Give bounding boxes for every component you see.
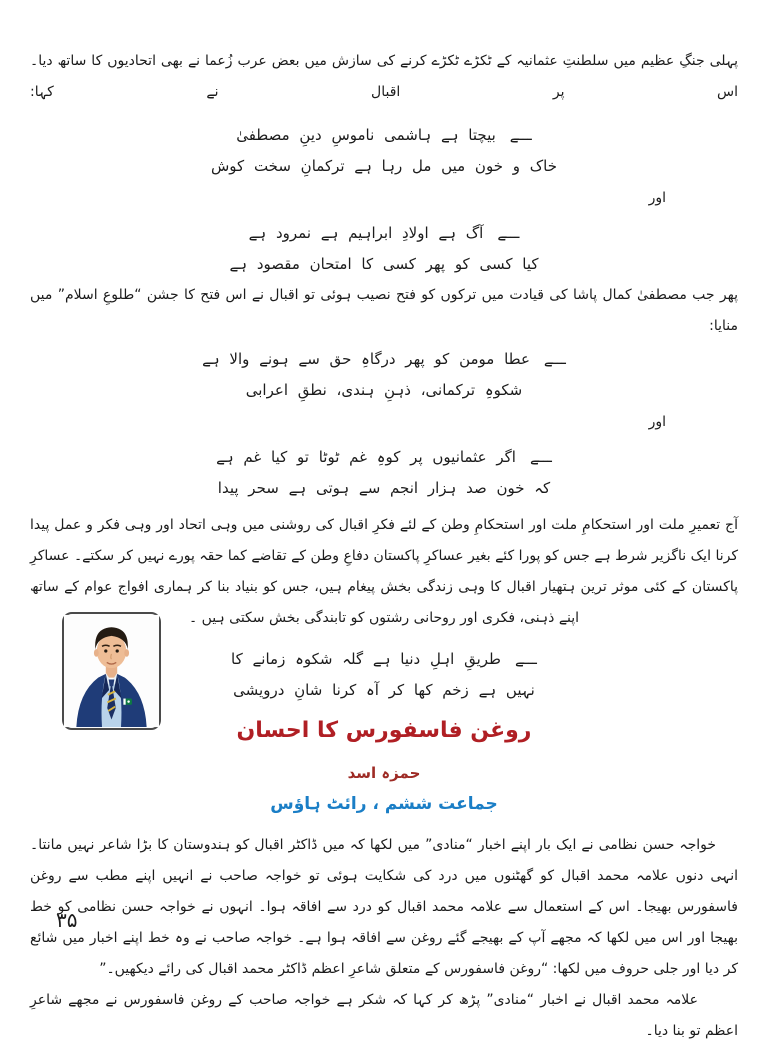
article-title: روغن فاسفورس کا احسان bbox=[236, 718, 532, 743]
verse-marker: ـــے bbox=[497, 224, 520, 242]
verse-1-line-1 bbox=[30, 120, 738, 151]
verse-text: آگ ہے اولادِ ابراہیم ہے نمرود ہے bbox=[248, 224, 484, 242]
verse-marker: ـــے bbox=[529, 448, 552, 466]
verse-3-line-1 bbox=[30, 344, 738, 375]
mid-paragraph: پھر جب مصطفیٰ کمال پاشا کی قیادت میں ترکوں کو فتح نصیب ہوئی تو اقبال نے اس فتح کا جشن “طلوعِ اسلام” میں منایا: bbox=[30, 287, 738, 334]
verse-2-line-1 bbox=[30, 218, 738, 249]
closing-paragraph: آج تعمیرِ ملت اور استحکامِ ملت اور استحکامِ وطن کے لئے فکرِ اقبال کی روشنی میں وہی اتحاد اور وہی فکر و عمل پیدا کرنا ایک ناگزیر شرط ہے جس کو پورا کئے بغیر عساکرِ پاکستان دفاعِ وطن کے تقاضے کما حقہ پورے نہیں کر سکتے۔ عساکرِ پاکستان کے کئی موثر ترین ہتھیار اقبال کا وہی زندگی بخش پیغام ہیں، جس کو بنیاد بنا کر ہماری افواج عوام کے ساتھ اپنے ذہنی، فکری اور روحانی رشتوں کو تابندگی بخش سکتی ہیں ۔ bbox=[30, 517, 738, 626]
intro-paragraph: پہلی جنگِ عظیم میں سلطنتِ عثمانیہ کے ٹکڑے ٹکڑے کرنے کی سازش میں بعض عرب زُعما نے بھی اتحادیوں کا ساتھ دیا۔ اس پر اقبال نے کہا: bbox=[30, 53, 738, 100]
verse-2-line-2: کیا کسی کو پھر کسی کا امتحان مقصود ہے bbox=[229, 255, 539, 273]
verse-text: بیچتا ہے ہاشمی ناموسِ دینِ مصطفیٰ bbox=[236, 126, 496, 144]
verse-1 bbox=[30, 120, 738, 182]
student-photo bbox=[62, 612, 161, 730]
verse-marker: ـــے bbox=[509, 126, 532, 144]
verse-5-line-2: نہیں ہے زخم کھا کر آہ کرنا شانِ درویشی bbox=[233, 681, 535, 699]
page-number: ۳۵ bbox=[56, 908, 78, 932]
article-author: حمزہ اسد bbox=[347, 764, 421, 782]
verse-text: طریقِ اہلِ دنیا ہے گلہ شکوہ زمانے کا bbox=[231, 650, 501, 668]
verse-marker: ـــے bbox=[543, 350, 566, 368]
article-paragraph-2: علامہ محمد اقبال نے اخبار “منادی” پڑھ کر کہا کہ شکر ہے خواجہ صاحب کے روغن فاسفورس نے مجھے شاعرِ اعظم تو بنا دیا۔ bbox=[30, 992, 738, 1039]
verse-marker: ـــے bbox=[514, 650, 537, 668]
verse-text: عطا مومن کو پھر درگاہِ حق سے ہونے والا ہے bbox=[202, 350, 530, 368]
article-class-house: جماعت ششم ، رائٹ ہاؤس bbox=[270, 794, 498, 814]
separator-aur-1: اور bbox=[648, 190, 666, 206]
flag-badge-icon bbox=[123, 699, 132, 705]
verse-3-line-2: شکوہِ ترکمانی، ذہنِ ہندی، نطقِ اعرابی bbox=[245, 381, 523, 399]
verse-3 bbox=[30, 344, 738, 406]
verse-4 bbox=[30, 442, 738, 504]
verse-text: اگر عثمانیوں پر کوہِ غم ٹوٹا تو کیا غم ہے bbox=[216, 448, 516, 466]
verse-2 bbox=[30, 218, 738, 280]
verse-1-line-2: خاک و خون میں مل رہا ہے ترکمانِ سخت کوش bbox=[210, 157, 558, 175]
article-paragraph-1: خواجہ حسن نظامی نے ایک بار اپنے اخبار “منادی” میں لکھا کہ میں ڈاکٹر اقبال کو ہندوستان کا بڑا شاعر نہیں مانتا۔ انہی دنوں علامہ محمد اقبال کو گھٹنوں میں درد کی شکایت ہوئی تو خواجہ صاحب نے انہیں اپنے مطب سے روغن فاسفورس بھیجا۔ اس کے استعمال سے علامہ محمد اقبال کو درد سے افاقہ ہوا۔ انہوں نے خواجہ حسن نظامی کو خط بھیجا اور اس میں لکھا کہ مجھے آپ کے بھیجے گئے روغن سے افاقہ ہوا ہے۔ خواجہ صاحب نے وہ خط اپنے اخبار میں شائع کر دیا اور جلی حروف میں لکھا: “روغن فاسفورس کے متعلق شاعرِ اعظم ڈاکٹر محمد اقبال کی رائے دیکھیں۔” bbox=[30, 837, 738, 977]
verse-4-line-1 bbox=[30, 442, 738, 473]
verse-4-line-2: کہ خون صد ہزار انجم سے ہوتی ہے سحر پیدا bbox=[217, 479, 551, 497]
separator-aur-2: اور bbox=[648, 414, 666, 430]
student-portrait-illustration bbox=[64, 614, 159, 728]
